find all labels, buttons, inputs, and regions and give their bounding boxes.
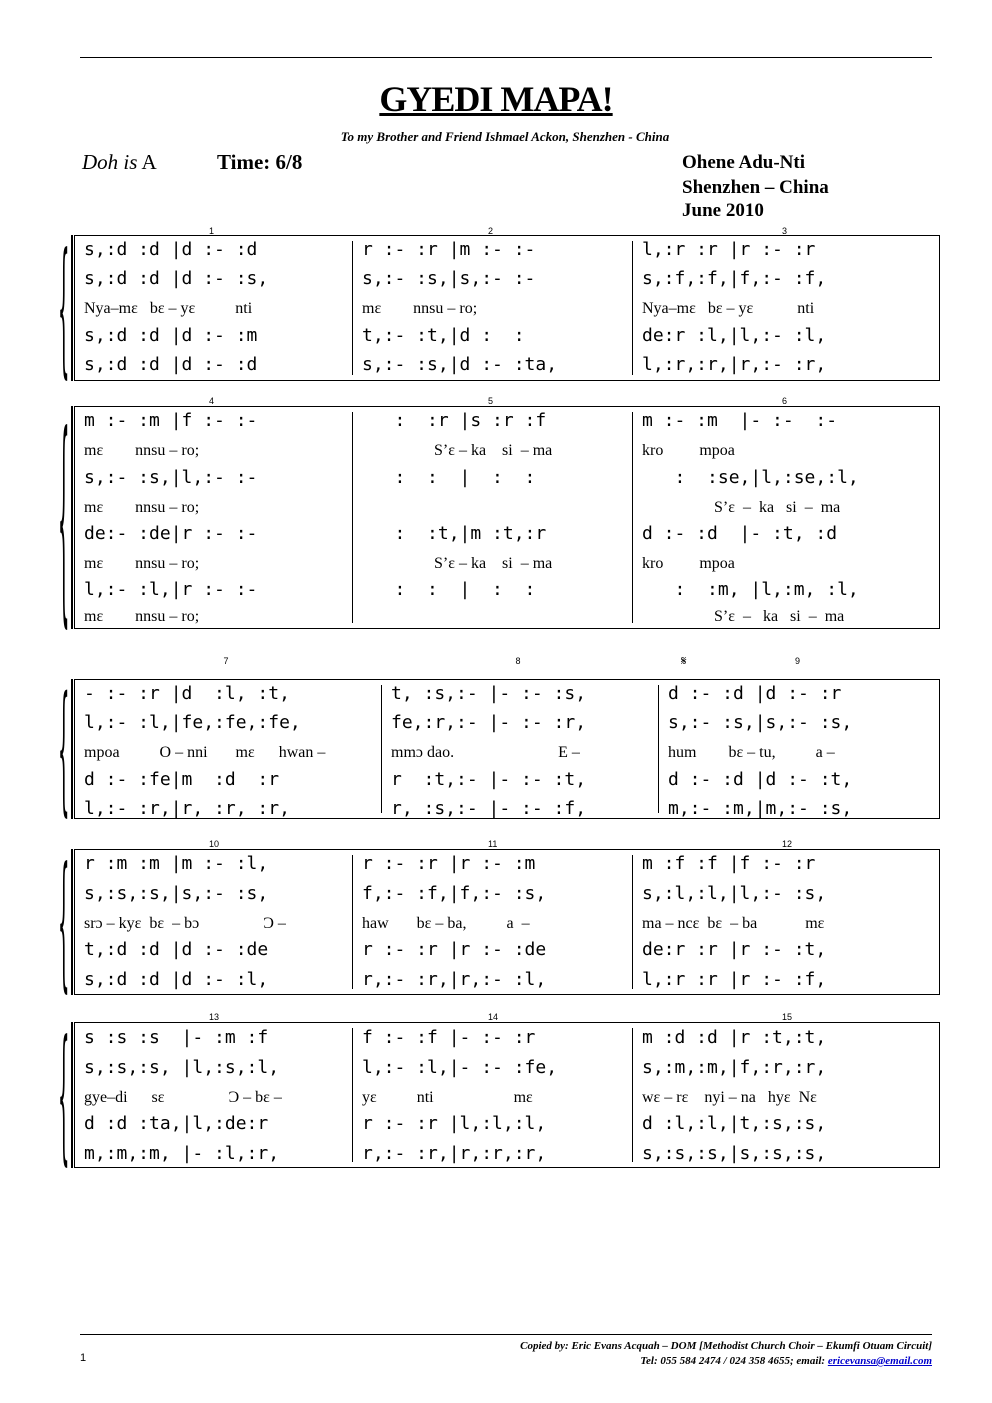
solfa-line: de:- :de|r :- :- bbox=[84, 523, 258, 544]
solfa-line: s,:s,:s, |l,:s,:l, bbox=[84, 1057, 280, 1078]
measure-number: 4 bbox=[209, 396, 215, 406]
solfa-line: s,:d :d |d :- :s, bbox=[84, 268, 269, 289]
solfa-line: f,:- :f,|f,:- :s, bbox=[362, 883, 547, 904]
composition-date: June 2010 bbox=[682, 200, 764, 221]
solfa-line: : :r |s :r :f bbox=[362, 410, 547, 431]
solfa-line: d :d :ta,|l,:de:r bbox=[84, 1113, 269, 1134]
barline bbox=[658, 685, 659, 813]
solfa-line: s,:d :d |d :- :d bbox=[84, 354, 258, 375]
lyric-line: srɔ – kyɛ bɛ – bɔ Ɔ – bbox=[84, 915, 286, 932]
measure-number: 5 bbox=[488, 396, 494, 406]
barline bbox=[632, 855, 633, 989]
solfa-line: r,:- :r,|r,:- :l, bbox=[362, 969, 547, 990]
solfa-line: fe,:r,:- |- :- :r, bbox=[391, 712, 587, 733]
solfa-line: s,:- :s,|l,:- :- bbox=[84, 467, 258, 488]
barline bbox=[632, 412, 633, 623]
footer-contact bbox=[640, 1355, 932, 1367]
solfa-line: m :f :f |f :- :r bbox=[642, 853, 816, 874]
solfa-line: s,:- :s,|s,:- :s, bbox=[668, 712, 853, 733]
key-prefix: Doh is bbox=[82, 150, 138, 174]
solfa-line: l,:- :l,|r :- :- bbox=[84, 579, 258, 600]
key-signature bbox=[82, 150, 157, 175]
solfa-line: d :- :d |d :- :t, bbox=[668, 769, 853, 790]
solfa-line: m,:m,:m, |- :l,:r, bbox=[84, 1143, 280, 1164]
measure-number: 8 bbox=[515, 656, 521, 666]
system-brace: { bbox=[58, 663, 70, 831]
solfa-line: - :- :r |d :l, :t, bbox=[84, 683, 290, 704]
solfa-line: t,:d :d |d :- :de bbox=[84, 939, 269, 960]
lyric-line: kro mpoa bbox=[642, 555, 735, 572]
solfa-line: l,:r,:r,|r,:- :r, bbox=[642, 354, 827, 375]
measure-number: 12 bbox=[782, 839, 793, 849]
solfa-line: r :- :r |l,:l,:l, bbox=[362, 1113, 547, 1134]
footer-credit: Copied by: Eric Evans Acquah – DOM [Methodist Church Choir – Ekumfi Otuam Circuit] bbox=[520, 1340, 932, 1352]
lyric-line: S’ɛ – ka si – ma bbox=[362, 442, 553, 459]
solfa-line: m :- :m |- :- :- bbox=[642, 410, 838, 431]
lyric-line: mmɔ dao. E – bbox=[391, 744, 580, 761]
solfa-line: d :- :d |d :- :r bbox=[668, 683, 842, 704]
solfa-line: : :m, |l,:m, :l, bbox=[642, 579, 859, 600]
lyric-line: ma – ncɛ bɛ – ba mɛ bbox=[642, 915, 825, 932]
solfa-line: r :- :r |r :- :m bbox=[362, 853, 536, 874]
composition-place: Shenzhen – China bbox=[682, 177, 829, 198]
measure-number: 2 bbox=[488, 226, 494, 236]
solfa-line: r :m :m |m :- :l, bbox=[84, 853, 269, 874]
solfa-line: s,:s,:s,|s,:s,:s, bbox=[642, 1143, 827, 1164]
lyric-line: wɛ – rɛ nyi – na hyɛ Nɛ bbox=[642, 1089, 817, 1106]
measure-number: 3 bbox=[782, 226, 788, 236]
solfa-line: m,:- :m,|m,:- :s, bbox=[668, 798, 853, 819]
lyric-line: Nya–mɛ bɛ – yɛ nti bbox=[84, 300, 253, 317]
barline bbox=[352, 241, 353, 375]
solfa-line: : : | : : bbox=[362, 467, 536, 488]
solfa-line: l,:- :l,|fe,:fe,:fe, bbox=[84, 712, 301, 733]
solfa-line: s :s :s |- :m :f bbox=[84, 1027, 269, 1048]
lyric-line: mɛ nnsu – ro; bbox=[84, 608, 200, 625]
song-title: GYEDI MAPA! bbox=[379, 79, 613, 119]
solfa-line: de:r :r |r :- :t, bbox=[642, 939, 827, 960]
lyric-line: mɛ nnsu – ro; bbox=[84, 555, 200, 572]
footer-email-link[interactable]: ericevansa@email.com bbox=[827, 1355, 932, 1367]
footer-phone: Tel: 055 584 2474 / 024 358 4655; email: bbox=[640, 1355, 828, 1367]
solfa-line: d :- :d |- :t, :d bbox=[642, 523, 838, 544]
solfa-line: s,:- :s,|s,:- :- bbox=[362, 268, 536, 289]
lyric-line: S’ɛ – ka si – ma bbox=[642, 608, 845, 625]
barline bbox=[381, 685, 382, 813]
solfa-line: s,:d :d |d :- :l, bbox=[84, 969, 269, 990]
solfa-line: s,:m,:m,|f,:r,:r, bbox=[642, 1057, 827, 1078]
measure-number: 11 bbox=[488, 839, 498, 849]
composer: Ohene Adu-Nti bbox=[682, 152, 805, 173]
solfa-line: r :- :r |r :- :de bbox=[362, 939, 547, 960]
solfa-line: l,:- :l,|- :- :fe, bbox=[362, 1057, 558, 1078]
lyric-line: yɛ nti mɛ bbox=[362, 1089, 533, 1106]
solfa-line: t, :s,:- |- :- :s, bbox=[391, 683, 587, 704]
system-brace: { bbox=[58, 832, 70, 1008]
measure-number: 9 bbox=[795, 656, 801, 666]
solfa-line: s,:d :d |d :- :m bbox=[84, 325, 258, 346]
solfa-line: de:r :l,|l,:- :l, bbox=[642, 325, 827, 346]
system-brace: { bbox=[58, 1005, 70, 1181]
lyric-line: haw bɛ – ba, a – bbox=[362, 915, 530, 932]
solfa-line: s,:- :s,|d :- :ta, bbox=[362, 354, 558, 375]
lyric-line: kro mpoa bbox=[642, 442, 735, 459]
time-signature: Time: 6/8 bbox=[217, 150, 303, 174]
solfa-line: l,:- :r,|r, :r, :r, bbox=[84, 798, 290, 819]
measure-number: 7 bbox=[223, 656, 229, 666]
solfa-line: f :- :f |- :- :r bbox=[362, 1027, 536, 1048]
solfa-line: : :t,|m :t,:r bbox=[362, 523, 547, 544]
system-brace: { bbox=[58, 381, 70, 650]
solfa-line: l,:r :r |r :- :f, bbox=[642, 969, 827, 990]
solfa-line: s,:l,:l,|l,:- :s, bbox=[642, 883, 827, 904]
key-note: A bbox=[141, 150, 157, 174]
measure-number: 1 bbox=[209, 226, 215, 236]
solfa-line: r :- :r |m :- :- bbox=[362, 239, 536, 260]
measure-number: 13 bbox=[209, 1012, 220, 1022]
lyric-line: hum bɛ – tu, a – bbox=[668, 744, 835, 761]
lyric-line: mpoa O – nni mɛ hwan – bbox=[84, 744, 326, 761]
solfa-line: m :d :d |r :t,:t, bbox=[642, 1027, 827, 1048]
lyric-line: S’ɛ – ka si – ma bbox=[362, 555, 553, 572]
solfa-line: : :se,|l,:se,:l, bbox=[642, 467, 859, 488]
solfa-line: l,:r :r |r :- :r bbox=[642, 239, 816, 260]
measure-number: 15 bbox=[782, 1012, 793, 1022]
lyric-line: gye–di sɛ Ɔ – bɛ – bbox=[84, 1089, 282, 1106]
barline bbox=[632, 1028, 633, 1162]
system-brace: { bbox=[58, 218, 70, 394]
solfa-line: : : | : : bbox=[362, 579, 536, 600]
measure-number: 14 bbox=[488, 1012, 499, 1022]
lyric-line: mɛ nnsu – ro; bbox=[84, 499, 200, 516]
footer-rule bbox=[80, 1334, 932, 1335]
barline bbox=[352, 412, 353, 623]
solfa-line: r :t,:- |- :- :t, bbox=[391, 769, 587, 790]
solfa-line: m :- :m |f :- :- bbox=[84, 410, 258, 431]
barline bbox=[632, 241, 633, 375]
measure-number: 6 bbox=[782, 396, 788, 406]
lyric-line: S’ɛ – ka si – ma bbox=[642, 499, 841, 516]
lyric-line: mɛ nnsu – ro; bbox=[84, 442, 200, 459]
solfa-line: t,:- :t,|d : : bbox=[362, 325, 525, 346]
lyric-line: mɛ nnsu – ro; bbox=[362, 300, 478, 317]
solfa-line: d :- :fe|m :d :r bbox=[84, 769, 280, 790]
lyric-line: Nya–mɛ bɛ – yɛ nti bbox=[642, 300, 815, 317]
dedication: To my Brother and Friend Ishmael Ackon, Shenzhen - China bbox=[340, 129, 670, 144]
solfa-line: s,:s,:s,|s,:- :s, bbox=[84, 883, 269, 904]
segno-sign: 𝄋 bbox=[681, 653, 687, 668]
solfa-line: s,:f,:f,|f,:- :f, bbox=[642, 268, 827, 289]
top-rule bbox=[80, 57, 932, 58]
solfa-line: r, :s,:- |- :- :f, bbox=[391, 798, 587, 819]
barline bbox=[352, 1028, 353, 1162]
solfa-line: s,:d :d |d :- :d bbox=[84, 239, 258, 260]
solfa-line: d :l,:l,|t,:s,:s, bbox=[642, 1113, 827, 1134]
measure-number: 10 bbox=[209, 839, 220, 849]
page-number: 1 bbox=[80, 1352, 87, 1364]
solfa-line: r,:- :r,|r,:r,:r, bbox=[362, 1143, 547, 1164]
barline bbox=[352, 855, 353, 989]
